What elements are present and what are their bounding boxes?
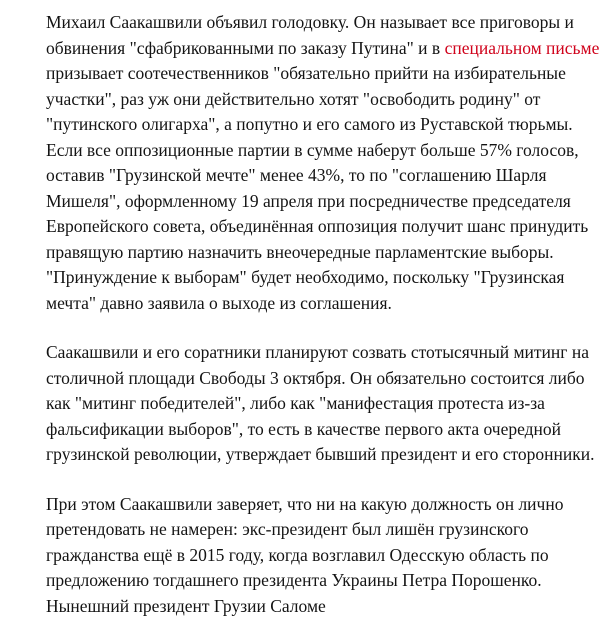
article-text-run: призывает соотечественников "обязательно прийти на избирательные участки", раз уж они действительно хотят "освободить родину" от "путинского олигарха", а попутно и его самого из Руставской тюрьмы. Если все оппозиционные партии в сумме наберут больше 57% голосов, оставив "Грузинской мечте" менее 43%, то по "соглашению Шарля Мишеля", оформленному 19 апреля при посредничестве председателя Европейского совета, объединённая оппозиция получит шанс принудить правящую партию назначить внеочередные парламентские выборы. "Принуждение к выборам" будет необходимо, поскольку "Грузинская мечта" давно заявила о выходе из соглашения.: [46, 63, 588, 313]
article-text-run: При этом Саакашвили заверяет, что ни на какую должность он лично претендовать не намерен: экс-президент был лишён грузинского гражданства ещё в 2015 году, когда возглавил Одесскую область по предложению тогдашнего президента Украины Петра Порошенко. Нынешний президент Грузии Саломе: [46, 494, 563, 616]
article-text-run: Саакашвили и его соратники планируют созвать стотысячный митинг на столичной площади Свободы 3 октября. Он обязательно состоится либо как "митинг победителей", либо как "манифестация протеста из-за фальсификации выборов", то есть в качестве первого акта очередной грузинской революции, утверждает бывший президент и его сторонники.: [46, 342, 595, 464]
article-inline-link[interactable]: специальном письме: [445, 38, 600, 58]
paragraph-3: [46, 492, 602, 619]
paragraph-1: [46, 10, 602, 316]
article-text-run: Михаил Саакашвили объявил голодовку. Он называет все приговоры и обвинения "сфабрикованными по заказу Путина" и в: [46, 12, 574, 58]
paragraph-2: [46, 340, 602, 468]
